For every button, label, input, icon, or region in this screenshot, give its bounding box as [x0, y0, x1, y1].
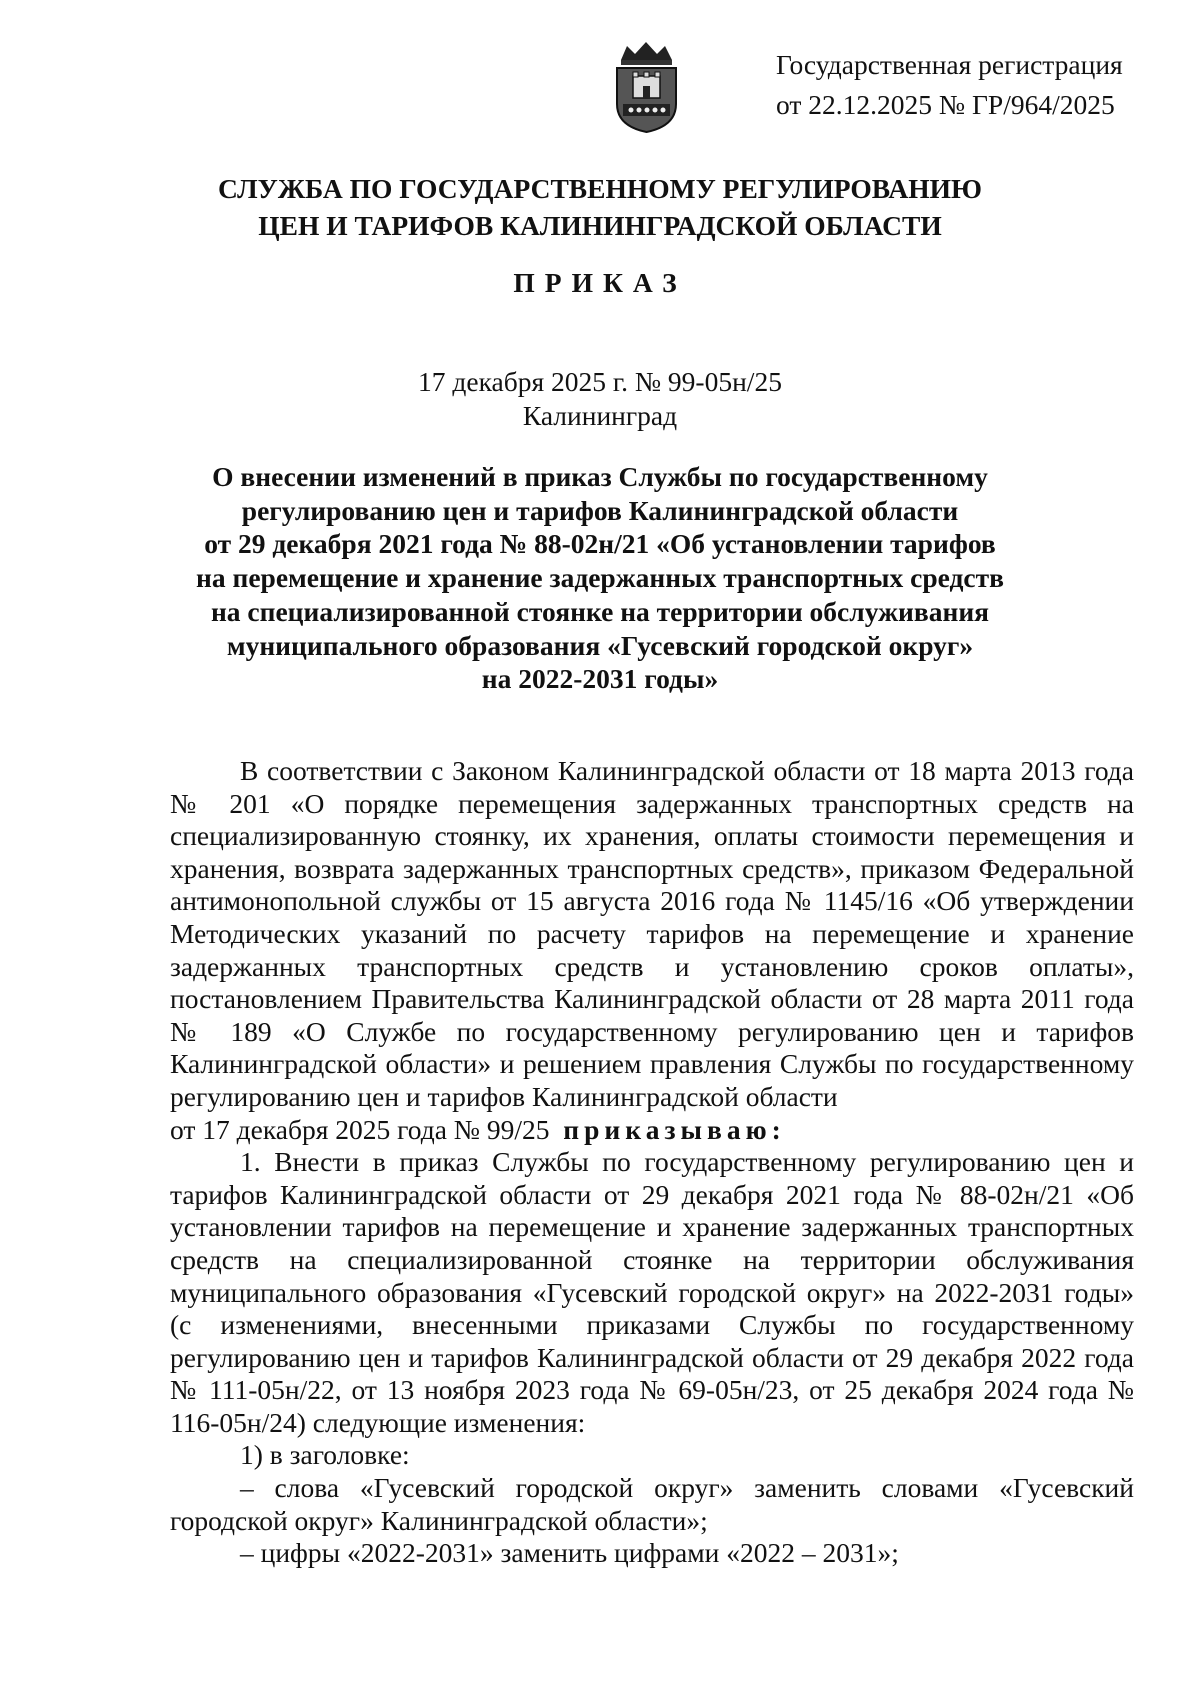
registration-line-1: Государственная регистрация — [776, 49, 1123, 80]
document-body — [170, 755, 1134, 1570]
subject-line: О внесении изменений в приказ Службы по государственному — [212, 461, 988, 492]
dash-item-2: – цифры «2022-2031» заменить цифрами «2022 – 2031»; — [240, 1537, 899, 1569]
date-and-number-block — [0, 365, 1200, 433]
preamble-last-line: от 17 декабря 2025 года № 99/25 — [170, 1113, 550, 1145]
registration-line-2: от 22.12.2025 № ГР/964/2025 — [776, 89, 1115, 120]
subject-line: муниципального образования «Гусевский городской округ» — [226, 629, 974, 661]
item-1-paragraph: 1. Внести в приказ Службы по государственному регулированию цен и тарифов Калининградской области от 29 декабря 2021 года № 88-02н/21 «Об установлении тарифов на перемещение и хранение задержанных транспортных средств на специализированной стоянке на территории обслуживания муниципального образования «Гусевский городской округ» на 2022-2031 годы» (с изменениями, внесенными приказами Службы по государственному регулированию цен и тарифов Калининградской области от 29 декабря 2022 года № 111-05н/22, от 13 ноября 2023 года № 69-05н/23, от 25 декабря 2024 года № 116-05н/24) следующие изменения: — [170, 1146, 1134, 1438]
orders-word: приказываю: — [563, 1113, 786, 1145]
subject-line: регулированию цен и тарифов Калининградской области — [241, 494, 959, 526]
dash-item-1: – слова «Гусевский городской округ» заменить словами «Гусевский городской округ» Калининградской области»; — [170, 1472, 1134, 1536]
subject-line: на перемещение и хранение задержанных транспортных средств — [196, 562, 1004, 594]
coat-of-arms-icon — [609, 38, 684, 136]
city: Калининград — [522, 400, 678, 431]
agency-line-1: СЛУЖБА ПО ГОСУДАРСТВЕННОМУ РЕГУЛИРОВАНИЮ — [218, 173, 982, 204]
subject-line: от 29 декабря 2021 года № 88-02н/21 «Об установлении тарифов — [204, 528, 996, 560]
preamble-paragraph — [170, 755, 1134, 1146]
agency-name — [0, 170, 1200, 244]
document-type: ПРИКАЗ — [513, 267, 687, 298]
subject-line: на специализированной стоянке на территории обслуживания — [210, 595, 990, 627]
sub-item-1: 1) в заголовке: — [240, 1439, 410, 1471]
preamble-text: В соответствии с Законом Калининградской области от 18 марта 2013 года № 201 «О порядке перемещения задержанных транспортных средств на специализированную стоянку, их хранения, оплаты стоимости перемещения и хранения, возврата задержанных транспортных средств», приказом Федеральной антимонопольной службы от 15 августа 2016 года № 1145/16 «Об утверждении Методических указаний по расчету тарифов на перемещение и хранение задержанных транспортных средств и установлению сроков оплаты», постановлением Правительства Калининградской области от 28 марта 2011 года № 189 «О Службе по государственному регулированию цен и тарифов Калининградской области» и решением правления Службы по государственному регулированию цен и тарифов Калининградской области — [170, 755, 1134, 1112]
document-subject — [150, 460, 1050, 696]
registration-stamp — [776, 45, 1123, 125]
agency-line-2: ЦЕН И ТАРИФОВ КАЛИНИНГРАДСКОЙ ОБЛАСТИ — [258, 210, 942, 241]
date-and-number: 17 декабря 2025 г. № 99-05н/25 — [418, 366, 782, 397]
subject-line: на 2022-2031 годы» — [481, 663, 719, 695]
